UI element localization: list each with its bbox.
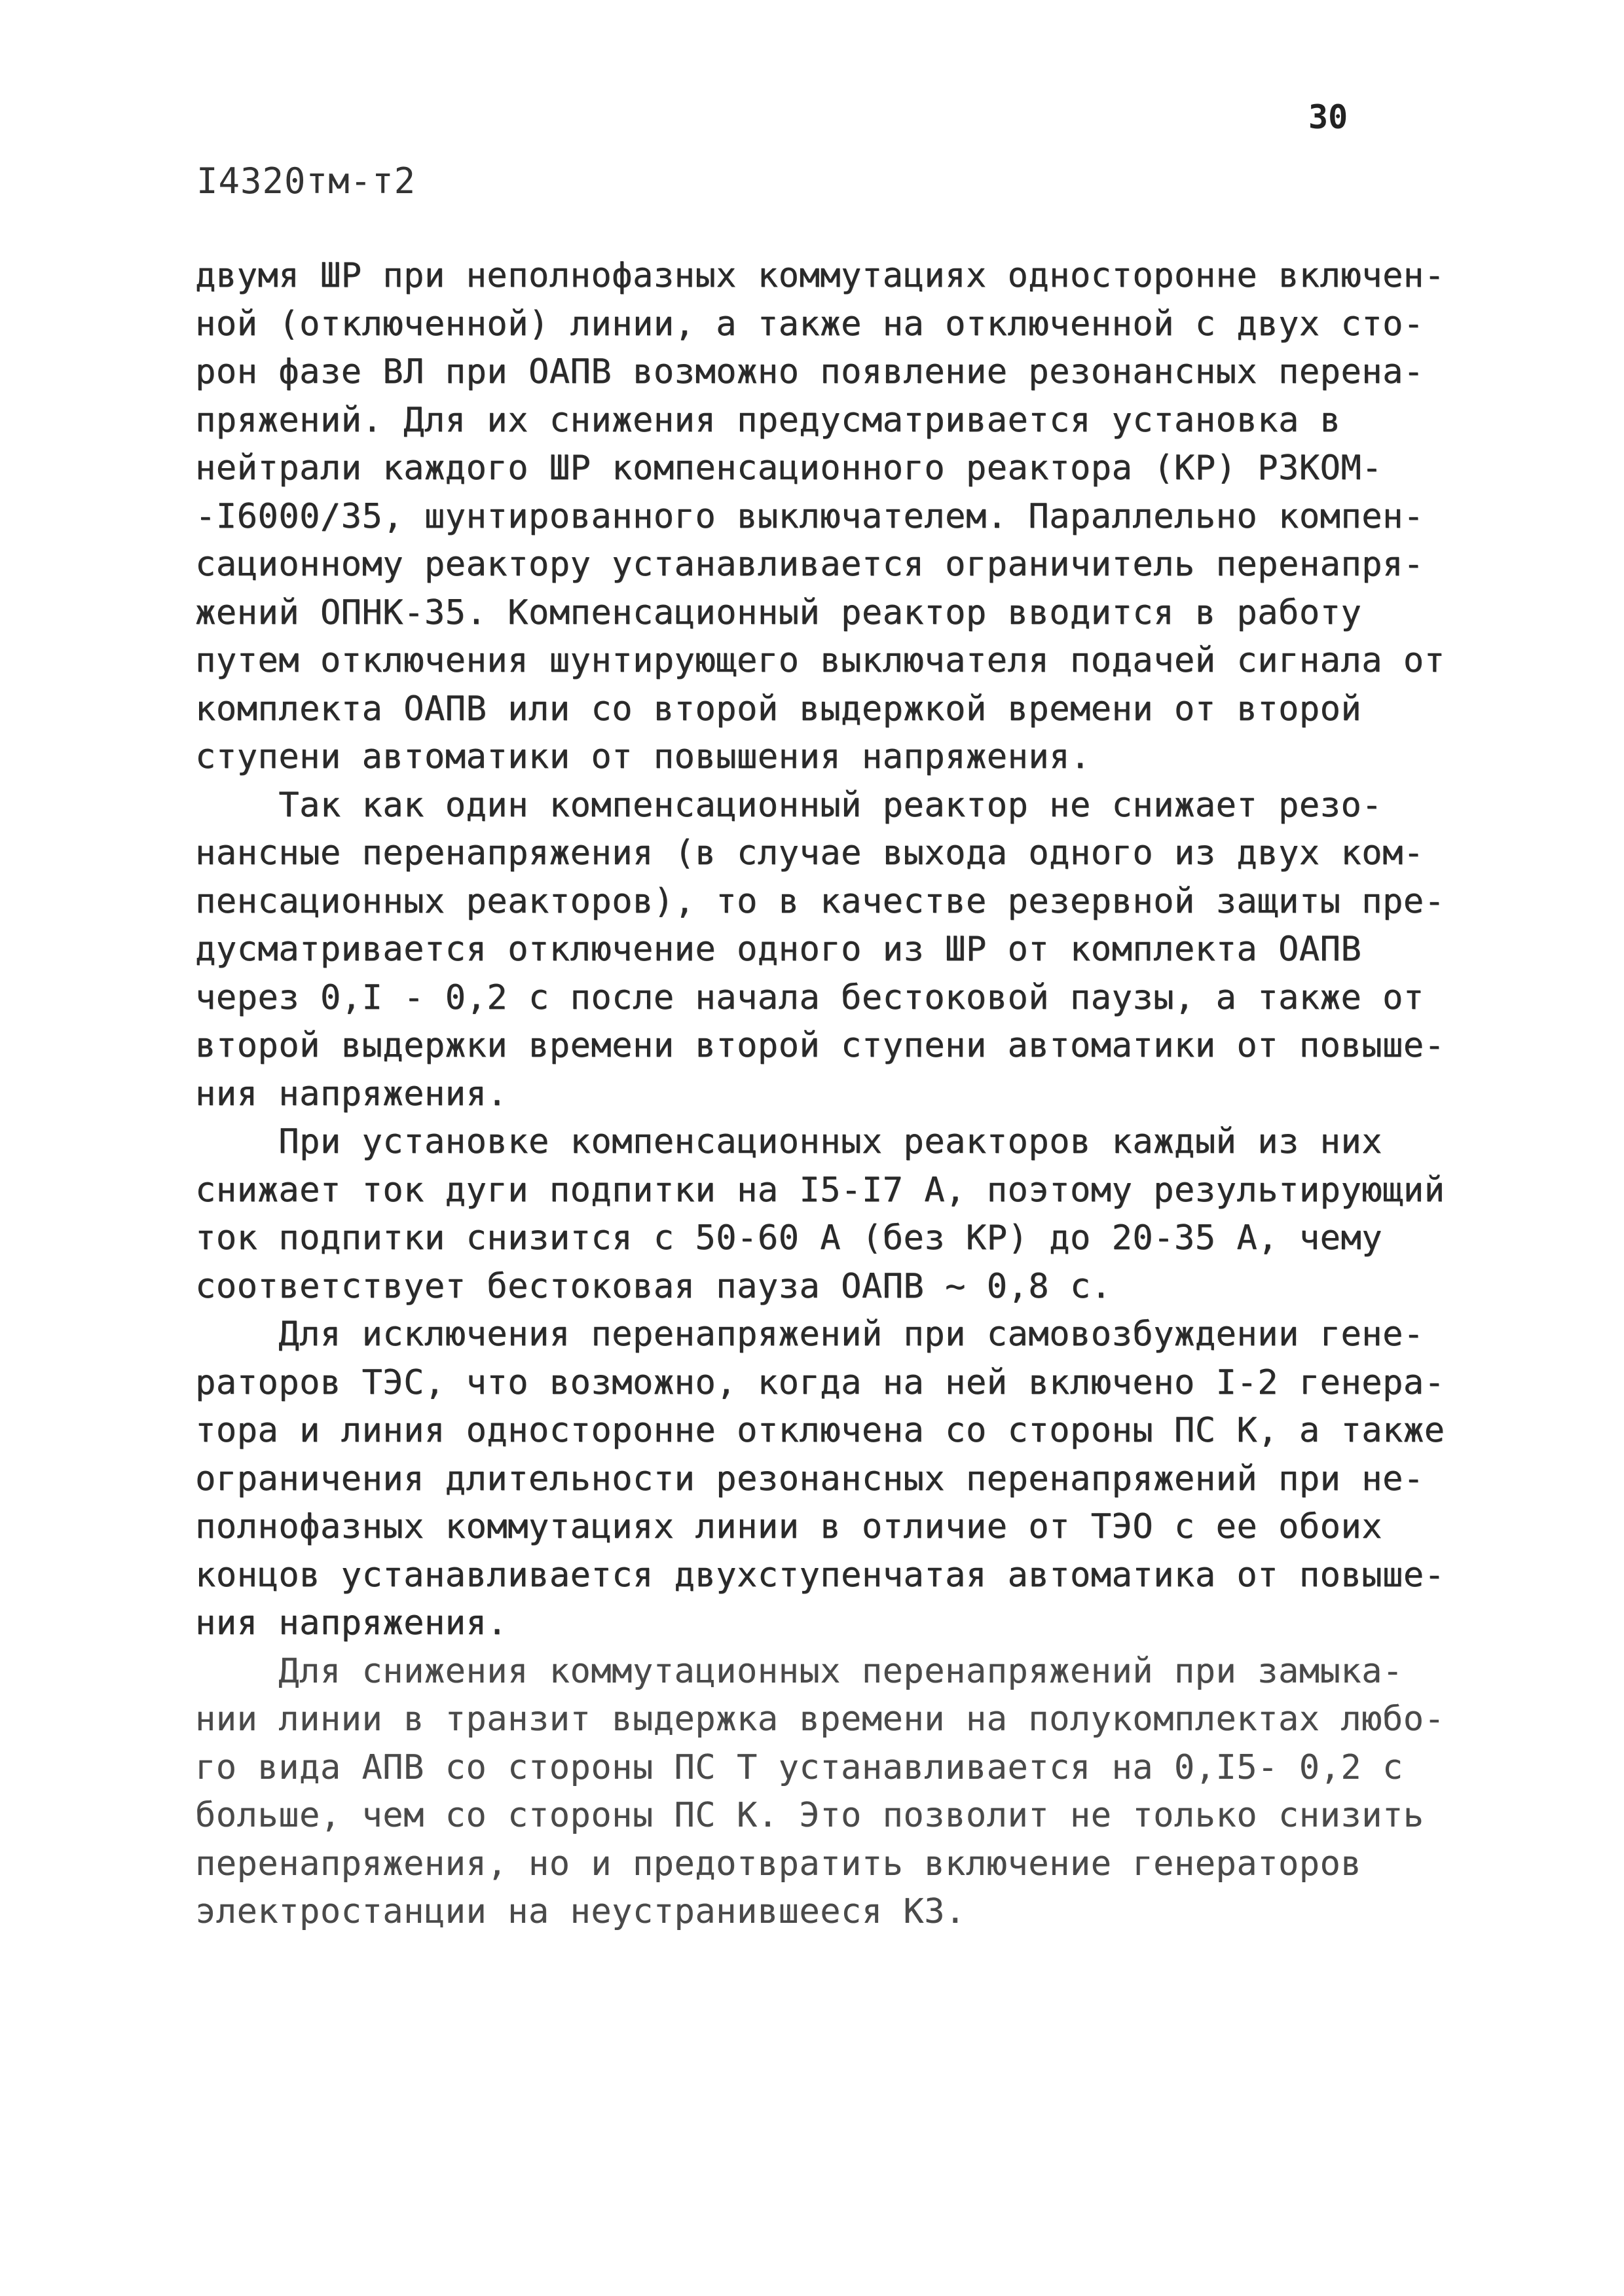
text-line: -I6000/35, шунтированного выключателем. Параллельно компен- (195, 496, 1424, 536)
paragraph-3 (195, 1118, 1445, 1311)
text-line: тора и линия односторонне отключена со стороны ПС К, а также (195, 1411, 1445, 1450)
text-line: полнофазных коммутациях линии в отличие от ТЭО с ее обоих (195, 1507, 1382, 1546)
text-line: электростанции на неустранившееся КЗ. (195, 1892, 966, 1931)
text-line: больше, чем со стороны ПС К. Это позволит не только снизить (195, 1796, 1424, 1835)
text-line: ограничения длительности резонансных перенапряжений при не- (195, 1459, 1424, 1499)
text-line: Для снижения коммутационных перенапряжений при замыка- (195, 1651, 1403, 1691)
text-line: ток подпитки снизится с 50-60 А (без КР) до 20-35 А, чему (195, 1218, 1382, 1258)
text-line: путем отключения шунтирующего выключателя подачей сигнала от (195, 641, 1445, 680)
text-line: ной (отключенной) линии, а также на отключенной с двух сто- (195, 304, 1424, 344)
text-line: нансные перенапряжения (в случае выхода одного из двух ком- (195, 833, 1424, 873)
text-line: дусматривается отключение одного из ШР от комплекта ОАПВ (195, 930, 1362, 969)
text-line: раторов ТЭС, что возможно, когда на ней включено I-2 генера- (195, 1362, 1445, 1402)
paragraph-2 (195, 782, 1445, 1119)
text-line: комплекта ОАПВ или со второй выдержкой времени от второй (195, 689, 1362, 729)
text-line: При установке компенсационных реакторов каждый из них (195, 1122, 1382, 1161)
text-line: двумя ШР при неполнофазных коммутациях односторонне включен- (195, 256, 1445, 295)
text-line: ния напряжения. (195, 1603, 508, 1643)
text-line: нейтрали каждого ШР компенсационного реактора (КР) РЗКОМ- (195, 448, 1382, 488)
text-line: соответствует бестоковая пауза ОАПВ ~ 0,8 с. (195, 1266, 1112, 1306)
text-line: перенапряжения, но и предотвратить включение генераторов (195, 1844, 1362, 1884)
text-line: пряжений. Для их снижения предусматривается установка в (195, 400, 1341, 440)
paragraph-5 (195, 1648, 1445, 1937)
text-line: ступени автоматики от повышения напряжения. (195, 737, 1091, 776)
text-line: Так как один компенсационный реактор не снижает резо- (195, 785, 1382, 825)
document-code: I4320тм-т2 (196, 160, 416, 202)
text-line: рон фазе ВЛ при ОАПВ возможно появление резонансных перена- (195, 352, 1424, 392)
paragraph-1 (195, 252, 1445, 782)
page-number: 30 (1308, 98, 1348, 136)
text-line: сационному реактору устанавливается ограничитель перенапря- (195, 545, 1424, 584)
text-line: Для исключения перенапряжений при самовозбуждении гене- (195, 1315, 1424, 1354)
text-line: жений ОПНК-35. Компенсационный реактор вводится в работу (195, 592, 1362, 632)
text-line: ния напряжения. (195, 1074, 508, 1114)
paragraph-4 (195, 1311, 1445, 1648)
text-line: нии линии в транзит выдержка времени на полукомплектах любо- (195, 1700, 1445, 1739)
text-line: пенсационных реакторов), то в качестве резервной защиты пре- (195, 881, 1445, 921)
text-line: го вида АПВ со стороны ПС Т устанавливается на 0,I5- 0,2 с (195, 1747, 1403, 1787)
text-line: снижает ток дуги подпитки на I5-I7 А, поэтому результирующий (195, 1170, 1445, 1210)
text-line: через 0,I - 0,2 с после начала бестоковой паузы, а также от (195, 977, 1424, 1017)
body-text (195, 252, 1445, 1937)
text-line: второй выдержки времени второй ступени автоматики от повыше- (195, 1026, 1445, 1065)
text-line: концов устанавливается двухступенчатая автоматика от повыше- (195, 1555, 1445, 1595)
